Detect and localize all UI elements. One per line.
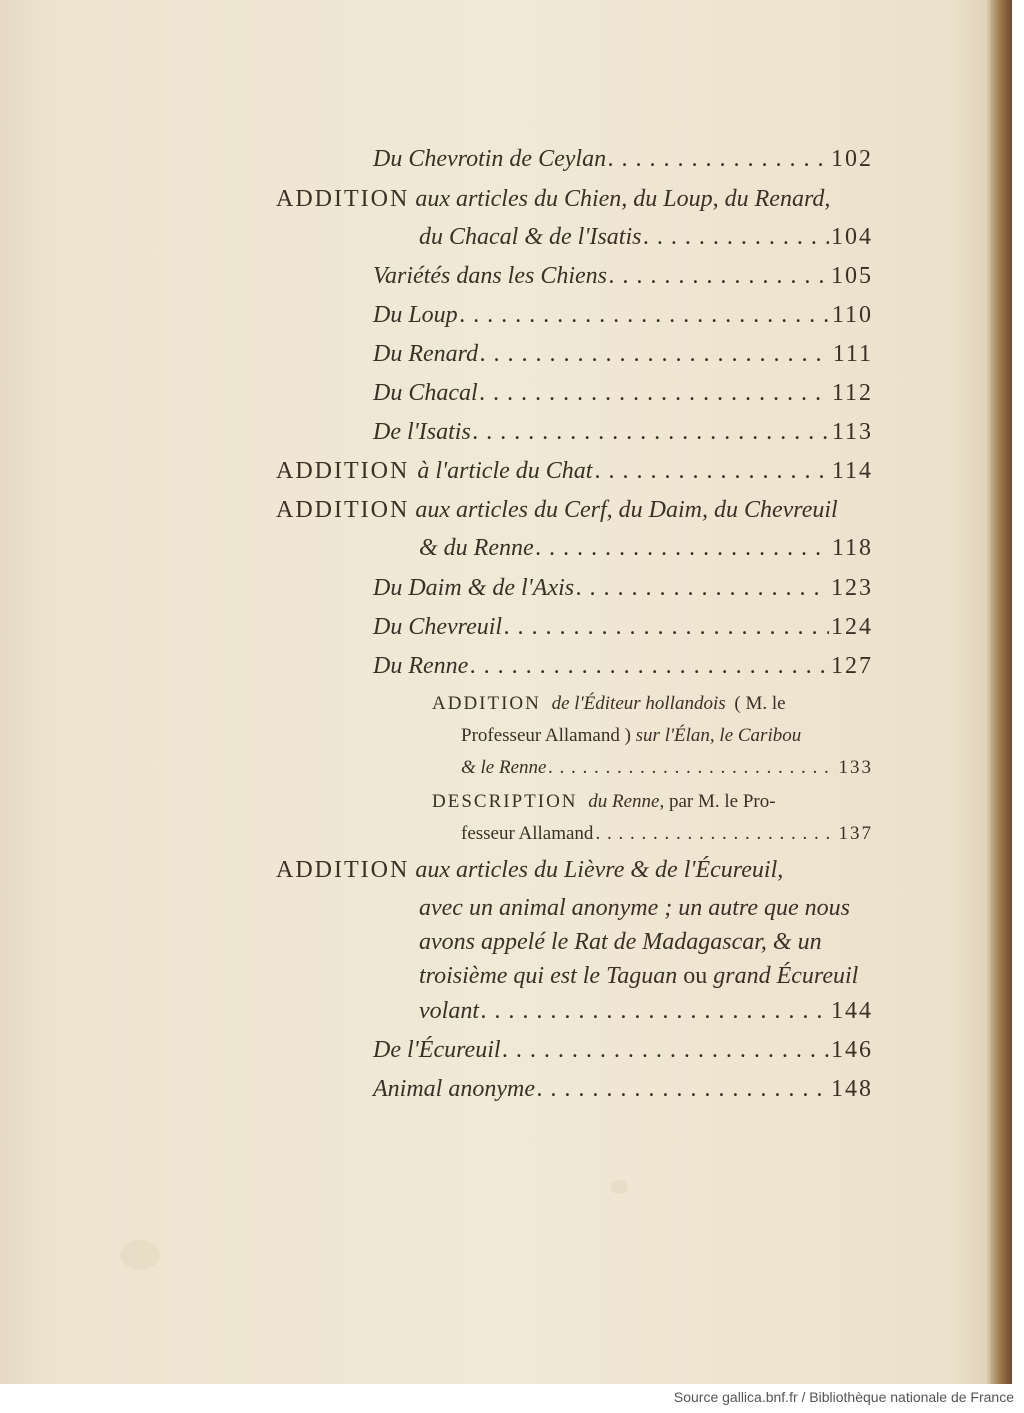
toc-entry-addition-editeur-line2 (461, 726, 801, 745)
toc-label: Variétés dans les Chiens (373, 263, 607, 289)
toc-lead-word: ADDITION (276, 186, 410, 212)
toc-entry-addition-lievre-line1 (276, 858, 783, 882)
toc-lead-word: ADDITION (276, 458, 410, 484)
toc-label: troisième qui est le Taguan (419, 963, 678, 989)
toc-page-number: 148 (831, 1076, 873, 1102)
toc-label: aux articles du Cerf, du Daim, du Chevreuil (415, 497, 838, 523)
leader-dots (480, 342, 831, 366)
toc-page-number: 146 (831, 1037, 873, 1063)
toc-label: Du Chacal (373, 380, 478, 406)
toc-page-number: 113 (831, 419, 873, 445)
toc-label: Du Loup (373, 302, 458, 328)
leader-dots (460, 303, 830, 327)
paper-stain (120, 1240, 160, 1270)
toc-page-number: 118 (831, 535, 873, 561)
toc-entry-isatis (373, 420, 873, 444)
toc-entry-anonyme (373, 1077, 873, 1101)
toc-entry-description-line2 (461, 824, 873, 843)
toc-label: De l'Isatis (373, 419, 471, 445)
leader-dots (504, 615, 829, 639)
toc-label: avons appelé le Rat de Madagascar, & un (419, 929, 822, 955)
source-credit: Source gallica.bnf.fr / Bibliothèque nationale de France (673, 1389, 1014, 1405)
toc-entry-addition-chien-line2 (419, 225, 873, 249)
toc-entry-addition-lievre-line4 (419, 964, 858, 988)
toc-page-number: 110 (831, 302, 873, 328)
toc-label: avec un animal anonyme ; un autre que nous (419, 895, 851, 921)
toc-entry-loup (373, 303, 873, 327)
toc-label: aux articles du Lièvre & de l'Écureuil, (415, 857, 784, 883)
leader-dots (595, 824, 836, 843)
toc-label: de l'Éditeur hollandois (551, 693, 726, 714)
leader-dots (643, 225, 829, 249)
toc-entry-ecureuil (373, 1038, 873, 1062)
leader-dots (536, 536, 830, 560)
leader-dots (537, 1077, 829, 1101)
toc-entry-addition-lievre-line5 (419, 999, 873, 1023)
toc-page-number: 127 (831, 653, 873, 679)
toc-label: Du Renne (373, 653, 469, 679)
toc-entry-addition-editeur-line1 (432, 694, 786, 713)
leader-dots (609, 264, 829, 288)
toc-page-number: 112 (831, 380, 873, 406)
toc-label: du Chacal & de l'Isatis (419, 224, 642, 250)
toc-entry-addition-editeur-line3 (461, 758, 873, 777)
toc-label: Animal anonyme (373, 1076, 535, 1102)
toc-label: De l'Écureuil (373, 1037, 501, 1063)
toc-entry-varietes (373, 264, 873, 288)
toc-label: & du Renne (419, 535, 534, 561)
toc-page-number: 137 (838, 823, 873, 844)
toc-label: du Renne, (588, 791, 665, 812)
toc-label: & le Renne (461, 757, 547, 778)
toc-label: Du Renard (373, 341, 479, 367)
toc-entry-chacal (373, 381, 873, 405)
leader-dots (594, 459, 829, 483)
toc-label: Du Chevreuil (373, 614, 503, 640)
toc-page-number: 133 (838, 757, 873, 778)
toc-entry-addition-chien-line1 (276, 187, 830, 211)
toc-label: ou (683, 963, 708, 989)
toc-label: aux articles du Chien, du Loup, du Renard, (415, 186, 831, 212)
toc-entry-addition-lievre-line2 (419, 896, 850, 920)
toc-entry-renne (373, 654, 873, 678)
toc-entry-addition-chat (276, 459, 873, 483)
leader-dots (480, 381, 830, 405)
toc-entry-addition-cerf-line1 (276, 498, 838, 522)
toc-page-number: 144 (831, 998, 873, 1024)
toc-label: volant (419, 998, 479, 1024)
toc-page-number: 123 (831, 575, 873, 601)
toc-lead-word: ADDITION (432, 693, 541, 714)
toc-label: sur l'Élan, le Caribou (635, 725, 802, 746)
toc-lead-word: DESCRIPTION (432, 791, 578, 812)
toc-label: ( M. le (734, 693, 786, 714)
toc-page-number: 114 (831, 458, 873, 484)
toc-page-number: 111 (832, 341, 873, 367)
toc-page-number: 124 (831, 614, 873, 640)
leader-dots (481, 999, 829, 1023)
toc-label: fesseur Allamand (461, 823, 594, 844)
toc-label: grand Écureuil (713, 963, 859, 989)
leader-dots (548, 758, 836, 777)
leader-dots (576, 576, 829, 600)
leader-dots (503, 1038, 829, 1062)
leader-dots (470, 654, 829, 678)
toc-label: Professeur Allamand ) (461, 725, 631, 746)
toc-entry-daim (373, 576, 873, 600)
toc-page-number: 102 (831, 146, 873, 172)
toc-label: Du Chevrotin de Ceylan (373, 146, 607, 172)
toc-page-number: 104 (831, 224, 873, 250)
toc-entry-description-line1 (432, 792, 776, 811)
toc-label: à l'article du Chat (417, 458, 593, 484)
toc-page-number: 105 (831, 263, 873, 289)
leader-dots (608, 147, 829, 171)
toc-label: par M. le Pro- (669, 791, 776, 812)
toc-entry-chevreuil (373, 615, 873, 639)
toc-lead-word: ADDITION (276, 497, 410, 523)
toc-entry-addition-cerf-line2 (419, 536, 873, 560)
toc-entry-chevrotin (373, 147, 873, 171)
toc-entry-addition-lievre-line3 (419, 930, 822, 954)
toc-lead-word: ADDITION (276, 857, 410, 883)
paper-stain (610, 1180, 628, 1194)
leader-dots (473, 420, 830, 444)
toc-label: Du Daim & de l'Axis (373, 575, 575, 601)
toc-entry-renard (373, 342, 873, 366)
book-spine (990, 0, 1012, 1384)
